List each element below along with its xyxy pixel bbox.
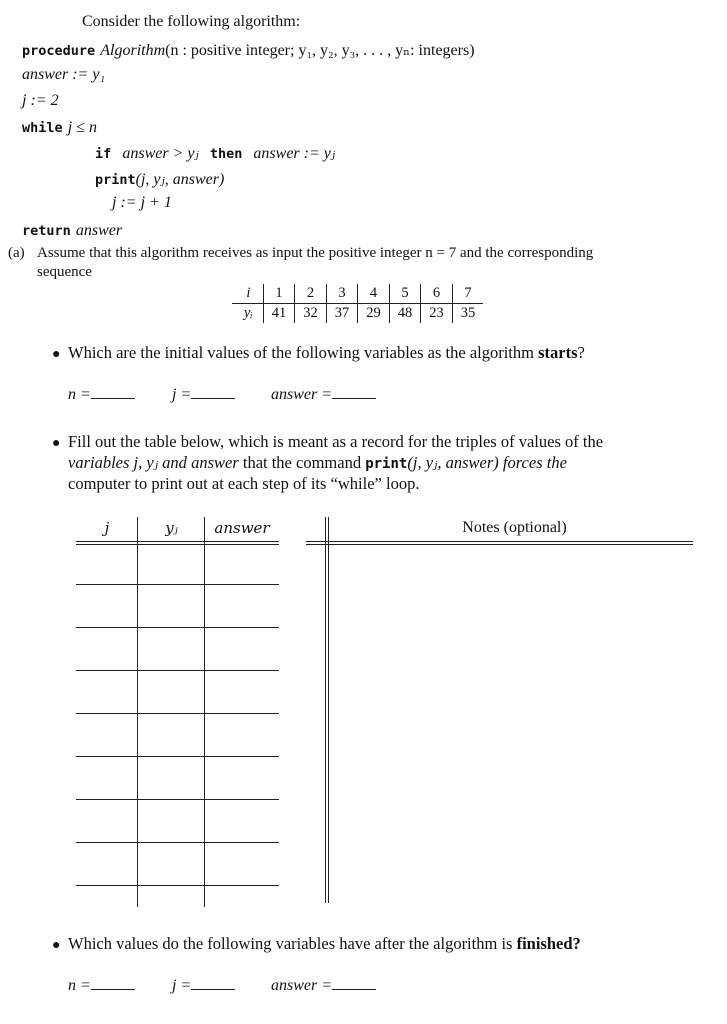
initial-answer-label: answer =: [271, 386, 333, 403]
assign-answer-line: answer := y₁: [22, 66, 106, 83]
if-keyword: if: [95, 146, 112, 162]
if-line: [95, 143, 335, 163]
print-args: (j, yⱼ, answer): [135, 171, 225, 188]
q2-answer-var: answer: [191, 453, 239, 472]
initial-n-blank[interactable]: [91, 397, 135, 399]
value-cell: 37: [326, 304, 358, 324]
while-keyword: while: [22, 120, 63, 136]
initial-n-answer[interactable]: [68, 386, 135, 404]
index-cell: 6: [421, 284, 453, 304]
final-j-blank[interactable]: [191, 988, 235, 990]
final-n-answer[interactable]: [68, 977, 135, 995]
notes-area[interactable]: [306, 517, 693, 907]
record-row-rule: [76, 885, 279, 886]
question-initial-bold: starts: [538, 343, 578, 362]
procedure-line: [22, 40, 475, 60]
record-header-yj: yⱼ: [165, 519, 178, 537]
sequence-index-row: [232, 284, 483, 304]
part-a-text-line1: Assume that this algorithm receives as input the positive integer n = 7 and the corresponding: [37, 245, 594, 261]
q2-vars: variables j, yⱼ and: [68, 453, 192, 472]
record-table: [76, 517, 279, 907]
notes-header-rule: [306, 544, 693, 545]
record-header-answer: answer: [214, 519, 270, 537]
index-cell: 1: [263, 284, 295, 304]
record-row-rule: [76, 627, 279, 628]
then-keyword: then: [209, 146, 243, 162]
procedure-keyword: procedure: [22, 43, 96, 59]
index-cell: 3: [326, 284, 358, 304]
index-cell: 2: [295, 284, 327, 304]
final-answer-blank[interactable]: [332, 988, 376, 990]
index-cell: 5: [389, 284, 421, 304]
assign-j-line: j := 2: [22, 92, 59, 109]
initial-answer-answer[interactable]: [271, 386, 376, 404]
question-table-line3: computer to print out at each step of its “while” loop.: [68, 474, 420, 493]
question-initial-values: [68, 343, 585, 363]
q2-print-args: (j, yⱼ, answer) forces the: [407, 453, 567, 472]
initial-n-label: n =: [68, 386, 91, 403]
while-condition: j ≤ n: [67, 119, 97, 136]
final-n-label: n =: [68, 977, 91, 994]
question-table-line2: [68, 453, 567, 473]
print-line: [95, 169, 224, 189]
initial-j-label: j =: [172, 386, 192, 403]
bullet-icon: ●: [52, 938, 61, 953]
initial-answer-blank[interactable]: [332, 397, 376, 399]
return-variable: answer: [75, 222, 123, 239]
question-table-line1: Fill out the table below, which is meant as a record for the triples of values of the: [68, 432, 604, 451]
initial-j-answer[interactable]: [172, 386, 235, 404]
procedure-params: (n : positive integer; y₁, y₂, y₃, . . . , yₙ: integers): [165, 42, 475, 59]
while-line: [22, 117, 97, 137]
question-initial-end: ?: [577, 343, 585, 362]
sequence-table: [232, 284, 483, 323]
procedure-name: Algorithm: [100, 42, 166, 59]
record-row-rule: [76, 713, 279, 714]
intro-text: Consider the following algorithm:: [82, 13, 301, 30]
q2-command-text: that the command: [238, 453, 366, 472]
if-condition: answer > yⱼ: [122, 145, 199, 162]
record-header-j: j: [104, 519, 110, 537]
final-answer-answer[interactable]: [271, 977, 376, 995]
record-header-rule: [76, 544, 279, 545]
question-final-text: Which values do the following variables have after the algorithm is: [68, 934, 517, 953]
index-row-label: i: [232, 284, 263, 304]
record-row-rule: [76, 842, 279, 843]
index-cell: 7: [452, 284, 483, 304]
notes-header: Notes (optional): [462, 519, 567, 536]
notes-header-rule: [306, 541, 693, 542]
value-cell: 29: [358, 304, 390, 324]
increment-line: j := j + 1: [112, 194, 172, 211]
record-row-rule: [76, 799, 279, 800]
part-a-text-line2: sequence: [37, 264, 92, 280]
final-answer-label: answer =: [271, 977, 333, 994]
question-final-bold: finished?: [516, 934, 581, 953]
value-cell: 32: [295, 304, 327, 324]
value-cell: 41: [263, 304, 295, 324]
sequence-value-row: [232, 304, 483, 324]
question-final-values: [68, 934, 581, 954]
value-row-label: yᵢ: [244, 305, 253, 321]
q2-print-keyword: print: [365, 456, 408, 472]
index-cell: 4: [358, 284, 390, 304]
value-cell: 48: [389, 304, 421, 324]
record-row-rule: [76, 756, 279, 757]
record-header-rule: [76, 541, 279, 542]
then-statement: answer := yⱼ: [253, 145, 336, 162]
final-j-label: j =: [172, 977, 192, 994]
record-row-rule: [76, 584, 279, 585]
notes-divider: [325, 517, 326, 903]
final-n-blank[interactable]: [91, 988, 135, 990]
print-keyword: print: [95, 172, 136, 188]
return-keyword: return: [22, 223, 71, 239]
part-a-label: (a): [8, 245, 25, 261]
value-cell: 35: [452, 304, 483, 324]
notes-divider: [328, 517, 329, 903]
initial-j-blank[interactable]: [191, 397, 235, 399]
bullet-icon: ●: [52, 436, 61, 451]
record-divider: [204, 517, 205, 907]
final-j-answer[interactable]: [172, 977, 235, 995]
bullet-icon: ●: [52, 347, 61, 362]
value-cell: 23: [421, 304, 453, 324]
record-row-rule: [76, 670, 279, 671]
record-divider: [137, 517, 138, 907]
question-initial-text: Which are the initial values of the following variables as the algorithm: [68, 343, 539, 362]
return-line: [22, 220, 122, 240]
